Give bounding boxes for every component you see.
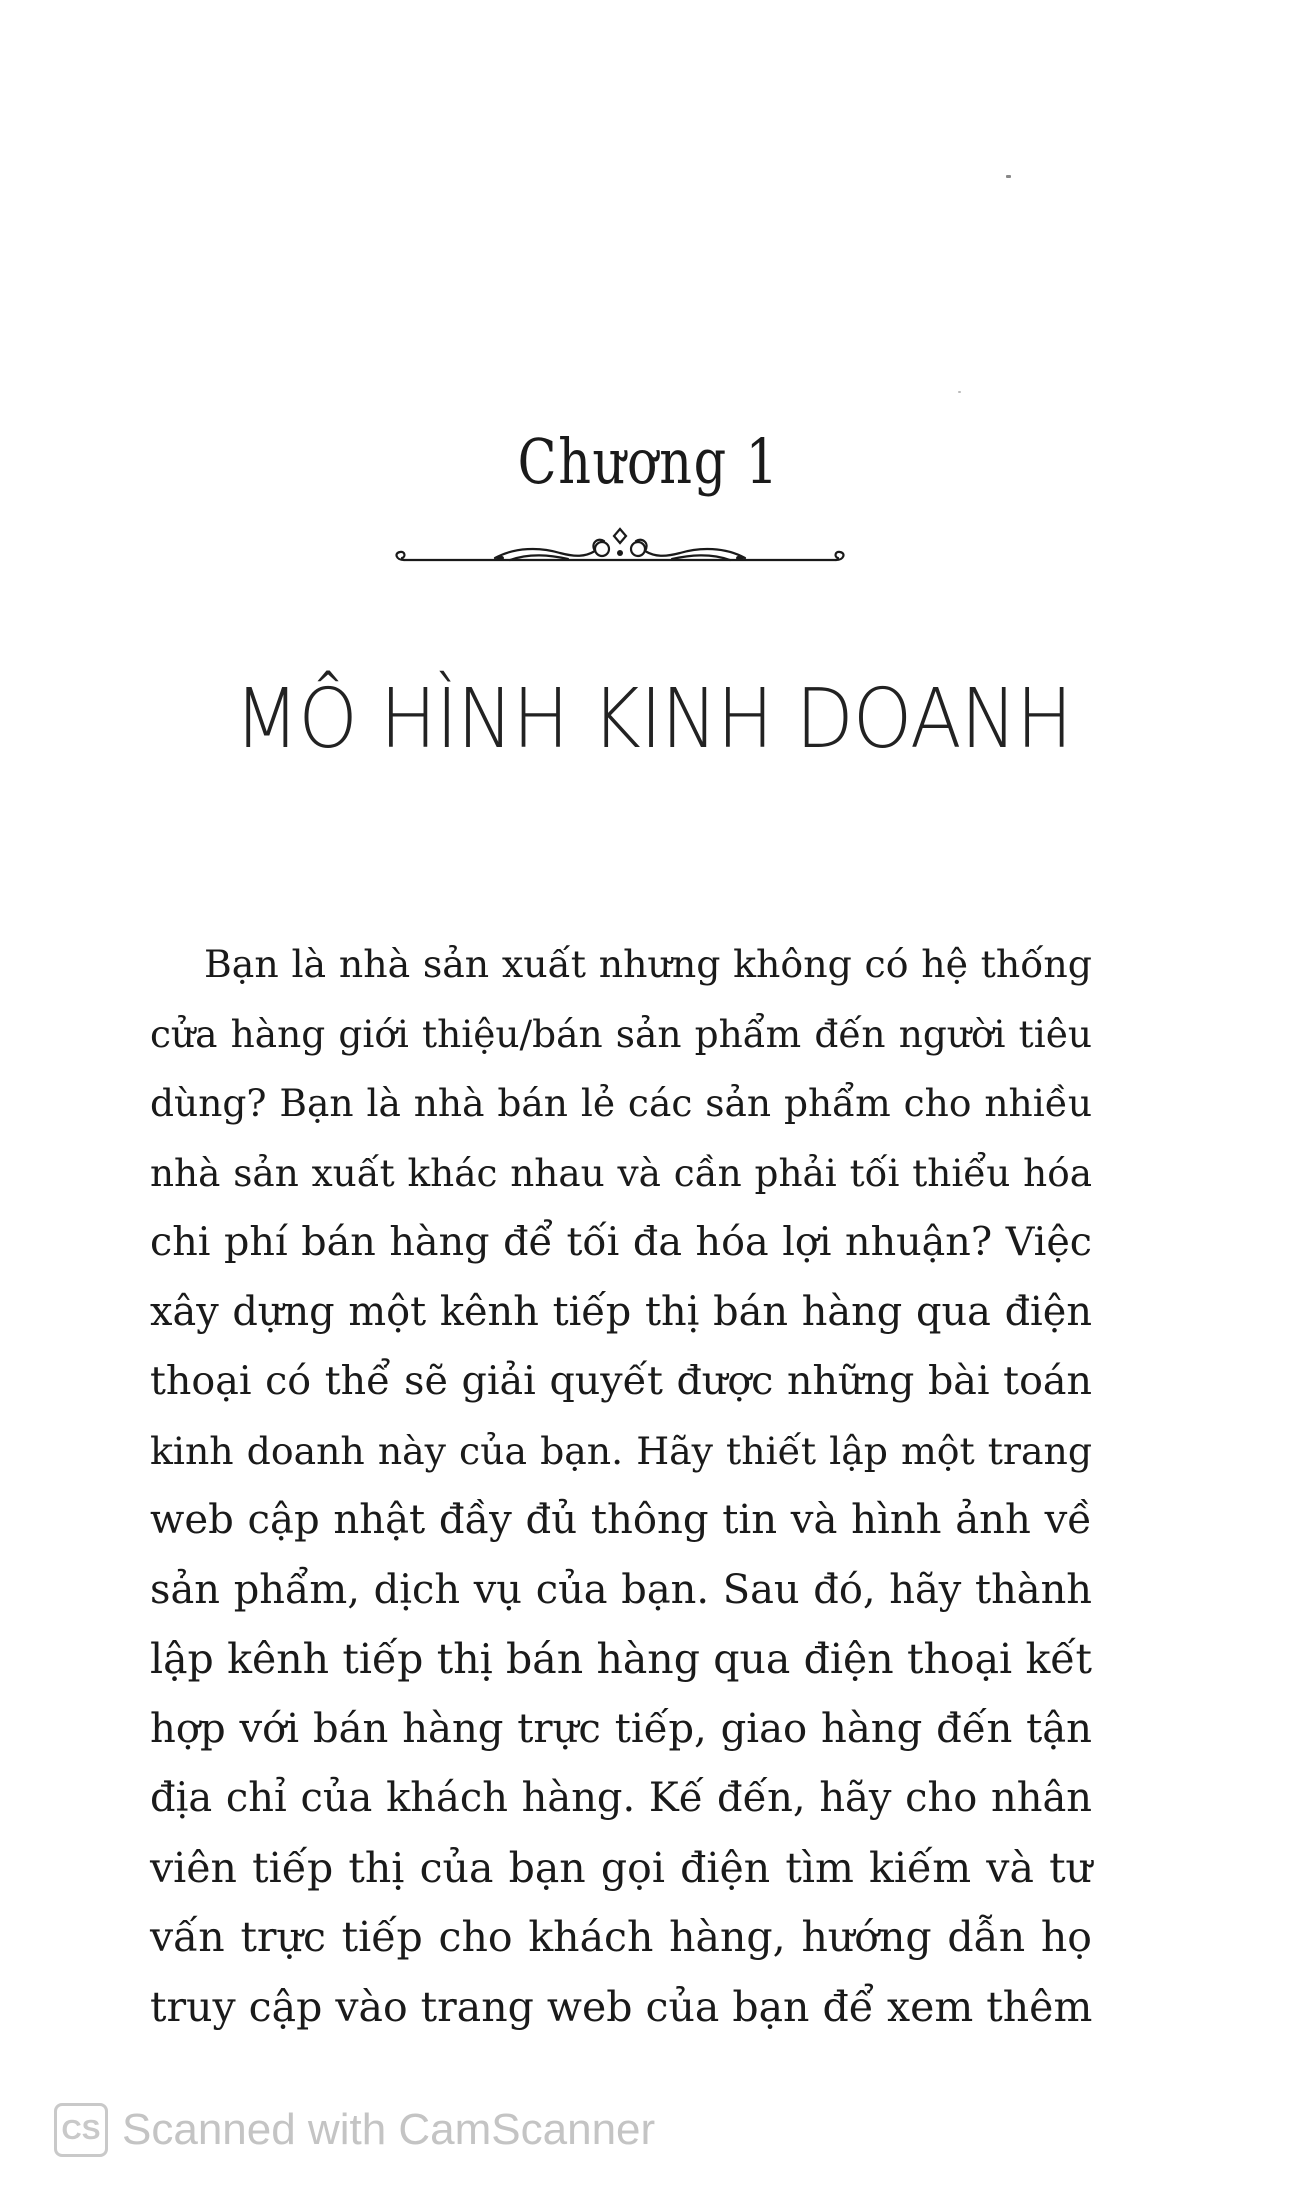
body-line: viên tiếp thị của bạn gọi điện tìm kiếm và tư (150, 1843, 1092, 1892)
body-line: web cập nhật đầy đủ thông tin và hình ảnh về (150, 1497, 1092, 1543)
watermark-text: Scanned with CamScanner (122, 2105, 656, 2154)
body-line: xây dựng một kênh tiếp thị bán hàng qua điện (150, 1288, 1092, 1335)
body-line: kinh doanh này của bạn. Hãy thiết lập một trang (150, 1428, 1092, 1473)
ornament-divider (390, 525, 850, 575)
body-line: dùng? Bạn là nhà bán lẻ các sản phẩm cho nhiều (150, 1081, 1092, 1125)
body-line: chi phí bán hàng để tối đa hóa lợi nhuận? Việc (150, 1219, 1092, 1265)
chapter-title: MÔ HÌNH KINH DOANH (234, 672, 1073, 767)
body-paragraph (150, 930, 1092, 2042)
scan-speck (958, 391, 961, 393)
body-line: nhà sản xuất khác nhau và cần phải tối thiểu hóa (150, 1150, 1092, 1195)
camscanner-logo-icon: CS (54, 2103, 108, 2157)
body-line: Bạn là nhà sản xuất nhưng không có hệ thống (204, 942, 1092, 986)
body-line: sản phẩm, dịch vụ của bạn. Sau đó, hãy thành (150, 1566, 1092, 1613)
body-line: hợp với bán hàng trực tiếp, giao hàng đến tận (150, 1705, 1092, 1752)
camscanner-watermark (54, 2100, 655, 2160)
body-line: thoại có thể sẽ giải quyết được những bài toán (150, 1358, 1092, 1404)
chapter-label: Chương 1 (517, 425, 780, 498)
body-line: vấn trực tiếp cho khách hàng, hướng dẫn họ (150, 1913, 1092, 1961)
body-line: địa chỉ của khách hàng. Kế đến, hãy cho nhân (150, 1775, 1092, 1821)
scan-speck (1006, 175, 1011, 178)
body-line: cửa hàng giới thiệu/bán sản phẩm đến người tiêu (150, 1011, 1092, 1056)
body-line: lập kênh tiếp thị bán hàng qua điện thoại kết (150, 1635, 1092, 1683)
body-line: truy cập vào trang web của bạn để xem thêm (150, 1982, 1093, 2031)
